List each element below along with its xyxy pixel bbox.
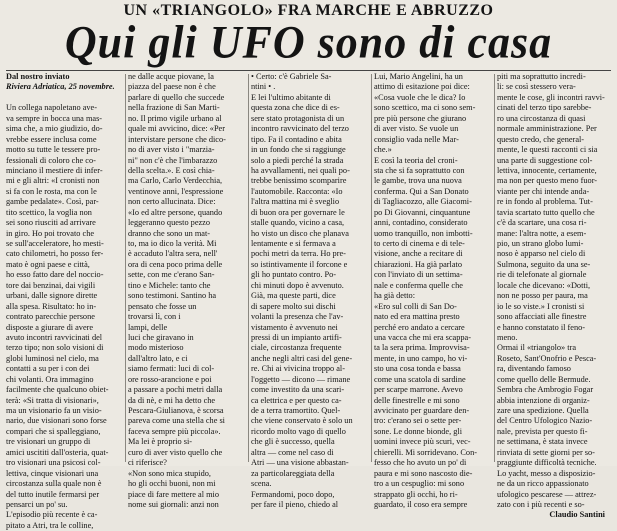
text-line: Lo yacht, messo a disposizio- bbox=[497, 468, 596, 478]
text-line: nato ed era mattina presto bbox=[374, 312, 460, 322]
column-1 bbox=[6, 72, 124, 530]
text-line: tipo. Fa il contadino e abita bbox=[251, 134, 342, 144]
text-line: mente, le questi racconti ci sia bbox=[497, 145, 598, 155]
text-line: si fa con le rosta, ma con le bbox=[6, 186, 97, 196]
text-line: pre più persone che giurano bbox=[374, 113, 467, 123]
text-line: urbani, dalle signore dirette bbox=[6, 291, 98, 301]
text-line: luci che giravano in bbox=[128, 332, 194, 342]
text-line: modo misterioso bbox=[128, 343, 184, 353]
text-line: perché ero andato a cercare bbox=[374, 322, 465, 332]
text-line: sette, con me c'erano San- bbox=[128, 270, 215, 280]
text-line: visione, anche a recitare di bbox=[374, 249, 463, 259]
text-line: re. Chi ai vivicina troppo al- bbox=[251, 364, 346, 374]
text-line: sto una cosa tonda e bassa bbox=[374, 364, 461, 374]
article-kicker: UN «TRIANGOLO» FRA MARCHE E ABRUZZO bbox=[123, 2, 494, 19]
text-line: «Io ed altre persone, quando bbox=[128, 207, 223, 217]
text-line: gli ho puntato contro. Po- bbox=[251, 270, 337, 280]
text-line: solo a piedi perché la strada bbox=[251, 155, 344, 165]
text-line: disposte a giurare di avere bbox=[6, 322, 94, 332]
text-line: amici uscititi dall'osteria, quat- bbox=[6, 447, 109, 457]
text-line: ho esso fatto dare del noccio- bbox=[6, 270, 104, 280]
text-line: to, ma io dico la verità. Mi bbox=[128, 239, 217, 248]
text-line: po Di Giovanni, cinquantune bbox=[374, 207, 471, 217]
text-line: consiglio vada nelle Mar- bbox=[374, 134, 459, 144]
text-line: chi volanti. Ora immagino bbox=[6, 374, 94, 384]
column-divider bbox=[248, 74, 249, 462]
text-line: strappato gli occhi, ho ri- bbox=[374, 489, 458, 499]
column-4 bbox=[374, 72, 492, 509]
text-line: attimo di esitazione poi dice: bbox=[374, 82, 470, 92]
text-line: curo di aver visto quello che bbox=[128, 447, 223, 457]
text-line: paura e mi sono nascosto die- bbox=[374, 468, 473, 478]
text-line: anche negli altri casi del gene- bbox=[251, 353, 353, 363]
text-line: rie di telefonate al giornale bbox=[497, 270, 587, 280]
text-line: noso è apparso nel cielo di bbox=[497, 249, 586, 259]
text-line: minciano il mestiere di infer- bbox=[6, 165, 103, 175]
text-line: Ormai il «triangolo» tra bbox=[497, 343, 577, 353]
text-line: ma un visionario fa un visio- bbox=[6, 406, 102, 415]
text-line: che gli è successo, quella bbox=[251, 437, 335, 447]
column-3-lines bbox=[251, 72, 369, 510]
text-line: a passare a pochi metri dalla bbox=[128, 385, 223, 395]
text-line: se sull'acceleratore, ho mesti- bbox=[6, 239, 104, 248]
text-line: di sapere molto sui dischi bbox=[251, 301, 336, 311]
column-divider bbox=[371, 74, 372, 462]
text-line: questo credo, che general- bbox=[497, 134, 585, 144]
text-line: che.» bbox=[374, 145, 392, 155]
text-line: vrebbe essere inclusa come bbox=[6, 134, 97, 144]
text-line: pitato a Atri, tra le colline, bbox=[6, 520, 94, 530]
text-line: ne settimana, è stata invece bbox=[497, 437, 588, 447]
text-line: avvicinato per guardare den- bbox=[374, 406, 470, 415]
text-line: uomini invece più scuri, vec- bbox=[374, 437, 471, 447]
text-line: una parte di suggestione col- bbox=[497, 155, 593, 165]
column-divider bbox=[494, 74, 495, 462]
text-line: tino e Michele: tanto che bbox=[128, 280, 211, 290]
text-line: tro a un cespuglio: mi sono bbox=[374, 479, 465, 489]
text-line: «Non sono mica stupido, bbox=[128, 468, 211, 478]
text-line: facilmente che qualcuno obiet- bbox=[6, 385, 109, 395]
text-line: l'oggetto — dicono — rimane bbox=[251, 374, 351, 384]
text-line: to certo di cinema e di tele- bbox=[374, 239, 465, 248]
text-line: non ne posso per paura, ma bbox=[497, 291, 588, 301]
text-line: stalle quando, vicino a casa, bbox=[251, 218, 345, 228]
text-line: ricordo molto vago di quello bbox=[251, 426, 346, 436]
column-divider bbox=[125, 74, 126, 462]
text-line: leggeranno questo pezzo bbox=[128, 218, 211, 228]
text-line: circostanza sulla quale non è bbox=[6, 479, 102, 489]
text-line: li: se così stessero vera- bbox=[497, 82, 576, 92]
text-line: nario, due visionari sono forse bbox=[6, 416, 107, 426]
text-line: siamo fermati: luci di col- bbox=[128, 364, 215, 374]
article-headline: Qui gli UFO sono di casa bbox=[64, 16, 553, 69]
text-line: Sulmona, seguito da una se- bbox=[497, 259, 591, 269]
text-line: dall'altro lato, e ci bbox=[128, 353, 188, 363]
text-line: meno. bbox=[497, 332, 518, 342]
text-line: tre visionari un gruppo di bbox=[6, 437, 91, 447]
text-line: piti ma soprattutto incredi- bbox=[497, 72, 586, 81]
text-line: sone. Le donne bionde, gli bbox=[374, 426, 463, 436]
text-line: chi minuti dopo è avvenuto. bbox=[251, 280, 344, 290]
text-line: Roseto, Sant'Onofrio e Pesca- bbox=[497, 353, 597, 363]
column-5-lines bbox=[497, 72, 611, 510]
text-line: lettiva, cinque visionari una bbox=[6, 468, 99, 478]
text-line: Pescara-Giulianova, è scorsa bbox=[128, 406, 224, 415]
text-line: uomo tranquillo, non imbotti- bbox=[374, 228, 473, 238]
text-line: Sembra che Ambrogio Fogar bbox=[497, 385, 594, 395]
text-line: del tutto inutile fermarsi per bbox=[6, 489, 100, 499]
text-line: avuto incontri ravvicinati del bbox=[6, 332, 103, 342]
text-line: ora di cena poco prima delle bbox=[128, 259, 223, 269]
text-line: zare una spedizione. Quella bbox=[497, 406, 589, 415]
text-line: con l'inviato di un settima- bbox=[374, 270, 463, 280]
text-line: de a terra tramortito. Quel- bbox=[251, 406, 341, 415]
text-line: chierelli. Mi sorridevano. Con- bbox=[374, 447, 477, 457]
text-line: abbia intenzione di organiz- bbox=[497, 395, 590, 405]
text-line: sono testimoni. Santino ha bbox=[128, 291, 217, 301]
text-line: ca elettrica e per questo ca- bbox=[251, 395, 342, 405]
text-line: ntini • . bbox=[251, 82, 276, 92]
text-line: tro visionari una psicosi col- bbox=[6, 458, 101, 468]
text-line: come quello delle Bermude. bbox=[497, 374, 591, 384]
column-2 bbox=[128, 72, 246, 509]
text-line: sima che, a mio giudizio, do- bbox=[6, 124, 103, 134]
text-line: e hanno constatato il feno- bbox=[497, 322, 586, 332]
text-line: cinati del terzo tipo sarebbe- bbox=[497, 103, 592, 113]
text-line: Già, ma queste parti, dice bbox=[251, 291, 336, 301]
text-line: lentamente e si fermava a bbox=[251, 239, 336, 248]
text-line: re in fondo al problema. Tut- bbox=[497, 197, 593, 207]
text-line: nale, prevista per questo fi- bbox=[497, 426, 588, 436]
text-line: per fare il pieno, chiedo al bbox=[251, 499, 339, 509]
text-line: ventinove anni, l'espressione bbox=[128, 186, 224, 196]
text-line bbox=[6, 93, 124, 103]
text-line: scena. bbox=[251, 479, 272, 489]
text-line: Un collega napoletano ave- bbox=[6, 103, 97, 113]
text-line: terà: «Si tratta di visionari», bbox=[6, 395, 99, 405]
text-line: faceva sempre più piccola». bbox=[128, 426, 221, 436]
text-line: E così la teoria del croni- bbox=[374, 155, 458, 165]
text-line: del Centro Ufologico Nazio- bbox=[497, 416, 593, 426]
text-line: conferma. Qui a San Donato bbox=[374, 186, 469, 196]
text-line: delle finestrelle e mi sono bbox=[374, 395, 460, 405]
column-1-lines bbox=[6, 93, 124, 531]
text-line: nale e conferma quelle che bbox=[374, 280, 463, 290]
text-line: lettiva, innocente, certamente, bbox=[497, 165, 597, 175]
text-line: no. Il primo vigile urbano al bbox=[128, 113, 222, 123]
text-line: non certo allucinata. Dice: bbox=[128, 197, 216, 207]
text-line: mane: l'altra notte, a esem- bbox=[497, 228, 587, 238]
text-line: motto su tutte le tessere pro- bbox=[6, 145, 101, 155]
text-line: terzo tipo; non solo visioni di bbox=[6, 343, 104, 353]
text-line: chiarazioni. Ha già parlato bbox=[374, 259, 462, 269]
text-line: locale che dicevano: «Dotti, bbox=[497, 280, 591, 290]
text-line: ha già detto: bbox=[374, 291, 416, 301]
text-line: in un fondo che si raggiunge bbox=[251, 145, 346, 155]
text-line: gambe pedalate». Così, par- bbox=[6, 197, 99, 207]
text-line: piazza del paese non è che bbox=[128, 82, 216, 92]
text-line: contatti a su per i con dei bbox=[6, 364, 90, 374]
text-line: mente le cose, gli incontri ravvi- bbox=[497, 92, 605, 102]
text-line: so istintivamente il forcone e bbox=[251, 259, 348, 269]
text-line: Ma lei è proprio si- bbox=[128, 437, 193, 447]
text-line: ne dalle acque piovane, la bbox=[128, 72, 214, 81]
text-line: questa zona che dice di es- bbox=[251, 103, 340, 113]
text-line: parlare di quello che succede bbox=[128, 92, 225, 102]
text-line: globi luminosi nel cielo, ma bbox=[6, 353, 99, 363]
text-line: za particolareggiata della bbox=[251, 468, 335, 478]
text-line: piace di fare mettere al mio bbox=[128, 489, 219, 499]
text-line: che viene conservato è solo un bbox=[251, 416, 353, 426]
text-line: no di aver visto i "marzia- bbox=[128, 145, 215, 155]
text-line: tro: c'erano sei o sette per- bbox=[374, 416, 462, 426]
text-line: «Ero sul colli di San Do- bbox=[374, 301, 457, 311]
text-line: tito scettico, la voglia non bbox=[6, 207, 92, 217]
text-line: Fermandomi, poco dopo, bbox=[251, 489, 335, 499]
text-line: di aver visto. Se vuole un bbox=[374, 124, 459, 134]
text-line: ne da un ricco appassionato bbox=[497, 479, 589, 489]
text-line: dranno che sono un mat- bbox=[128, 228, 211, 238]
text-line: ma non per questo meno fuor- bbox=[497, 176, 598, 186]
text-line: per scarpe marrone. Avevo bbox=[374, 385, 463, 395]
text-line: Lui, Mario Angelini, ha un bbox=[374, 72, 463, 81]
text-line: cato chilometri, ho posso fer- bbox=[6, 249, 104, 259]
author-signature: Claudio Santini bbox=[549, 510, 605, 520]
text-line: ho visto un disco che planava bbox=[251, 228, 349, 238]
headline-rule bbox=[6, 70, 611, 71]
text-line: ni" non c'è che l'imbarazzo bbox=[128, 155, 218, 165]
text-line: compari che si spalleggiano, bbox=[6, 426, 101, 436]
text-line: E lei l'ultimo abitante di bbox=[251, 92, 331, 102]
text-line: pareva come una stella che si bbox=[128, 416, 225, 426]
text-line: Atri — una visione abbastan- bbox=[251, 458, 349, 468]
text-line: intervistare persone che dico- bbox=[128, 134, 226, 144]
text-line: sere stato protagonista di un bbox=[251, 113, 345, 123]
text-line: mente, in uno campo, ho vi- bbox=[374, 353, 468, 363]
text-line: mato è ogni paese e città, bbox=[6, 259, 90, 269]
text-line: fessionali di coloro che co- bbox=[6, 155, 96, 165]
text-line: zato con i più recenti e so- bbox=[497, 499, 585, 509]
text-line: come una scatola di sardine bbox=[374, 374, 466, 384]
text-line: alla spesa. Risultato: ho in- bbox=[6, 301, 97, 311]
column-4-lines bbox=[374, 72, 492, 510]
text-line: va sempre in bocca una mas- bbox=[6, 113, 103, 123]
text-line: da di nè, e mi ha detto che bbox=[128, 395, 216, 405]
text-line: l'altra mattina mi è sveglio bbox=[251, 197, 340, 207]
text-line: nome sui giornali: anzi non bbox=[128, 499, 219, 509]
text-line: in giro. Ho poi trovato che bbox=[6, 228, 95, 238]
text-line: L'episodio più recente è ca- bbox=[6, 510, 98, 520]
text-line: vistamento è avvenuto nei bbox=[251, 322, 338, 332]
text-line: fesso che ho avuto un po' di bbox=[374, 458, 467, 468]
text-line: ore rosso-arancione e poi bbox=[128, 374, 212, 384]
text-line: di buon ora per governare le bbox=[251, 207, 345, 217]
text-line: io le so viste.» I cronisti si bbox=[497, 301, 585, 311]
text-line: l'automobile. Racconta: «Io bbox=[251, 186, 343, 196]
text-line: ci riferisce? bbox=[128, 458, 167, 468]
text-line: praggiunte difficoltà tecniche. bbox=[497, 458, 597, 468]
text-line: lampi, delle bbox=[128, 322, 168, 332]
text-line: mi e gli altri: «I cronisti non bbox=[6, 176, 100, 186]
text-line: sono affacciati alle finestre bbox=[497, 312, 587, 322]
text-line: tore dai benzinai, dai vigili bbox=[6, 280, 96, 290]
text-line: altra — come nel caso di bbox=[251, 447, 334, 457]
text-line: sono scettico, ma ci sono sem- bbox=[374, 103, 476, 113]
text-line: pio, un strano globo lumi- bbox=[497, 239, 584, 248]
text-line: una vacca che mi era scappa- bbox=[374, 332, 471, 342]
text-line: è accaduto l'altra sera, nell' bbox=[128, 249, 218, 259]
text-line: anni, contadino, considerato bbox=[374, 218, 468, 228]
text-line: pensarci un po' su. bbox=[6, 499, 68, 509]
text-line: ta la sera prima. Improvvisa- bbox=[374, 343, 470, 353]
text-line: • Certo: c'è Gabriele Sa- bbox=[251, 72, 332, 81]
text-line: come investito da una scari- bbox=[251, 385, 345, 395]
text-line: le gambe, trova una nuova bbox=[374, 176, 462, 186]
text-line: pensato che fosse un bbox=[128, 301, 197, 311]
column-3 bbox=[251, 72, 369, 509]
text-line: ro una circostanza di quasi bbox=[497, 113, 586, 123]
column-2-lines bbox=[128, 72, 246, 510]
text-line: ufologico pescarese — attrez- bbox=[497, 489, 597, 499]
text-line: tavia scartato tutto quello che bbox=[497, 207, 595, 217]
text-line: pochi metri da terra. Ho pre- bbox=[251, 249, 346, 259]
byline: Dal nostro inviato bbox=[6, 72, 70, 81]
text-line: sei sono riusciti ad arrivare bbox=[6, 218, 96, 228]
text-line: guardato, il coso era sempre bbox=[374, 499, 468, 509]
text-line: trebbe benissimo scomparire bbox=[251, 176, 347, 186]
text-line: trovarsi lì, con i bbox=[128, 312, 181, 322]
text-line: ha avvallamenti, nei quali po- bbox=[251, 165, 350, 175]
text-line: di Tagliacozzo, alle Giacomi- bbox=[374, 197, 472, 207]
text-line: ma Carlo, Carlo Verdecchia, bbox=[128, 176, 223, 186]
text-line: nella frazione di San Marti- bbox=[128, 103, 220, 113]
text-line: della scelta.». E così chia- bbox=[128, 165, 215, 175]
text-line: quale mi avvicino, dice: «Per bbox=[128, 124, 225, 134]
text-line: rinviata di sette giorni per so- bbox=[497, 447, 595, 457]
dateline: Riviera Adriatica, 25 novembre. bbox=[6, 82, 115, 92]
text-line: incontro ravvicinato del terzo bbox=[251, 124, 349, 134]
text-line: normale amministrazione. Per bbox=[497, 124, 597, 134]
text-line: sta che si fa soprattutto con bbox=[374, 165, 465, 175]
text-line: viante per chi intende anda- bbox=[497, 186, 590, 196]
text-line: ho gli occhi buoni, non mi bbox=[128, 479, 216, 489]
text-line: ra, diventando famoso bbox=[497, 364, 571, 374]
text-line: volanti la presenza che l'av- bbox=[251, 312, 344, 322]
text-line: pressi di un impianto artifi- bbox=[251, 332, 342, 342]
text-line: ciale, circostanza frequente bbox=[251, 343, 342, 353]
text-line: c'è da scartare, una cosa ri- bbox=[497, 218, 587, 228]
column-5 bbox=[497, 72, 611, 520]
text-line: contrato parecchie persone bbox=[6, 312, 95, 322]
text-line: «Cosa vuole che le dica? Io bbox=[374, 92, 466, 102]
